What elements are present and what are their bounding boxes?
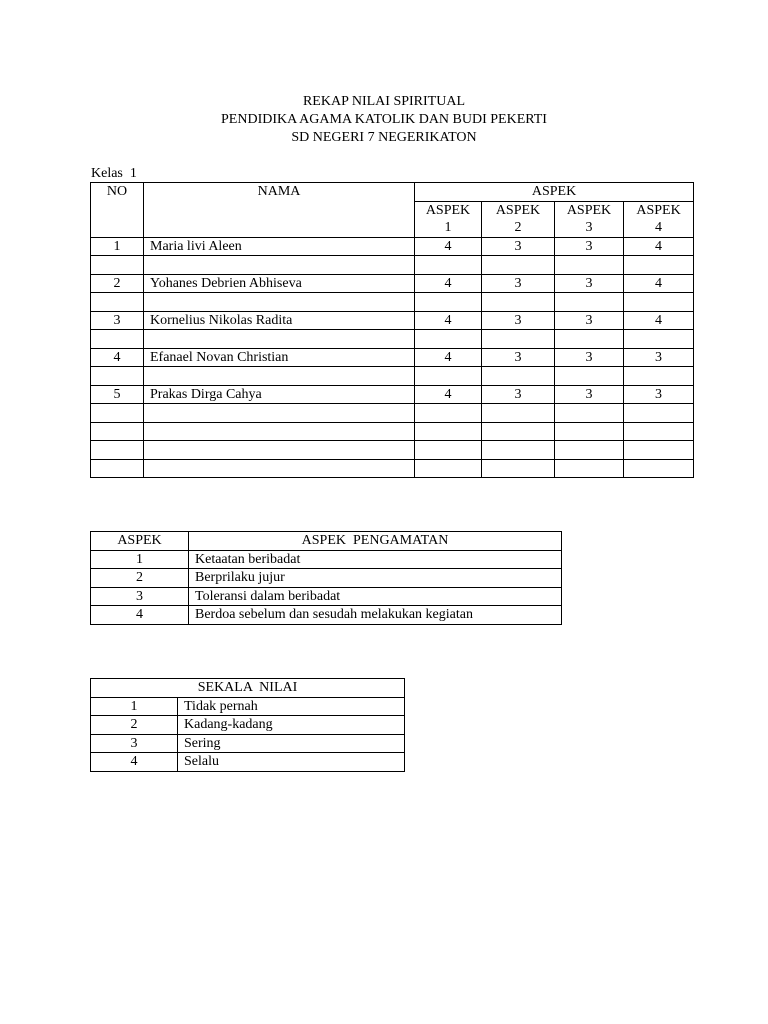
empty-cell [555, 459, 624, 478]
header-aspek-4: ASPEK 4 [624, 201, 694, 237]
aspek-no: 2 [91, 569, 189, 588]
score-table-body [91, 237, 694, 478]
empty-cell [624, 293, 694, 312]
row-aspek-4: 3 [624, 385, 694, 404]
empty-cell [624, 367, 694, 386]
skala-legend-body [91, 697, 405, 771]
table-row [91, 274, 694, 293]
class-label: Kelas 1 [91, 166, 137, 181]
empty-cell [144, 367, 415, 386]
row-aspek-4: 4 [624, 311, 694, 330]
aspek-no: 3 [91, 587, 189, 606]
title-line-3: SD NEGERI 7 NEGERIKATON [291, 130, 477, 145]
table-row-blank [91, 422, 694, 441]
table-row-blank [91, 459, 694, 478]
empty-cell [91, 330, 144, 349]
row-aspek-4: 3 [624, 348, 694, 367]
empty-cell [91, 404, 144, 423]
empty-cell [91, 441, 144, 460]
empty-cell [624, 422, 694, 441]
row-aspek-1: 4 [415, 348, 482, 367]
row-nama: Prakas Dirga Cahya [144, 385, 415, 404]
empty-cell [91, 367, 144, 386]
table-row-blank [91, 293, 694, 312]
empty-cell [482, 367, 555, 386]
aspek-row [91, 587, 562, 606]
empty-cell [144, 256, 415, 275]
row-aspek-2: 3 [482, 385, 555, 404]
row-aspek-2: 3 [482, 348, 555, 367]
header-aspek-2: ASPEK 2 [482, 201, 555, 237]
skala-row [91, 734, 405, 753]
header-nama: NAMA [144, 183, 415, 238]
empty-cell [555, 256, 624, 275]
aspek-row [91, 569, 562, 588]
row-aspek-3: 3 [555, 348, 624, 367]
row-aspek-3: 3 [555, 274, 624, 293]
empty-cell [415, 441, 482, 460]
row-aspek-1: 4 [415, 385, 482, 404]
skala-no: 2 [91, 716, 178, 735]
row-aspek-1: 4 [415, 274, 482, 293]
document-title [0, 93, 768, 147]
skala-title: SEKALA NILAI [91, 679, 405, 698]
empty-cell [624, 256, 694, 275]
empty-cell [144, 422, 415, 441]
table-row [91, 237, 694, 256]
aspek-text: Berdoa sebelum dan sesudah melakukan kegiatan [189, 606, 562, 625]
empty-cell [555, 330, 624, 349]
row-nama: Yohanes Debrien Abhiseva [144, 274, 415, 293]
row-no: 3 [91, 311, 144, 330]
empty-cell [91, 422, 144, 441]
header-aspek-1: ASPEK 1 [415, 201, 482, 237]
skala-text: Kadang-kadang [178, 716, 405, 735]
empty-cell [144, 404, 415, 423]
skala-no: 3 [91, 734, 178, 753]
skala-text: Selalu [178, 753, 405, 772]
row-aspek-2: 3 [482, 274, 555, 293]
aspek-no: 4 [91, 606, 189, 625]
empty-cell [144, 441, 415, 460]
aspek-text: Ketaatan beribadat [189, 550, 562, 569]
empty-cell [91, 256, 144, 275]
empty-cell [91, 459, 144, 478]
empty-cell [415, 330, 482, 349]
empty-cell [624, 404, 694, 423]
skala-text: Sering [178, 734, 405, 753]
skala-text: Tidak pernah [178, 697, 405, 716]
empty-cell [555, 441, 624, 460]
score-table [90, 182, 694, 478]
table-row-blank [91, 404, 694, 423]
skala-no: 1 [91, 697, 178, 716]
empty-cell [482, 330, 555, 349]
empty-cell [144, 330, 415, 349]
aspek-legend-body [91, 550, 562, 624]
empty-cell [482, 459, 555, 478]
empty-cell [482, 404, 555, 423]
row-aspek-3: 3 [555, 237, 624, 256]
table-row-blank [91, 330, 694, 349]
row-aspek-1: 4 [415, 311, 482, 330]
row-aspek-3: 3 [555, 311, 624, 330]
aspek-header-pengamatan: ASPEK PENGAMATAN [189, 532, 562, 551]
header-aspek: ASPEK [415, 183, 694, 202]
aspek-row [91, 606, 562, 625]
empty-cell [482, 422, 555, 441]
skala-row [91, 753, 405, 772]
aspek-text: Berprilaku jujur [189, 569, 562, 588]
table-row [91, 385, 694, 404]
empty-cell [415, 404, 482, 423]
empty-cell [144, 293, 415, 312]
row-nama: Kornelius Nikolas Radita [144, 311, 415, 330]
skala-legend-table [90, 678, 405, 772]
row-no: 5 [91, 385, 144, 404]
row-aspek-4: 4 [624, 237, 694, 256]
empty-cell [415, 293, 482, 312]
empty-cell [415, 459, 482, 478]
empty-cell [624, 330, 694, 349]
title-line-2: PENDIDIKA AGAMA KATOLIK DAN BUDI PEKERTI [221, 112, 547, 127]
empty-cell [624, 441, 694, 460]
row-no: 1 [91, 237, 144, 256]
empty-cell [482, 441, 555, 460]
empty-cell [555, 422, 624, 441]
row-no: 2 [91, 274, 144, 293]
aspek-legend-table [90, 531, 562, 625]
aspek-header-no: ASPEK [91, 532, 189, 551]
empty-cell [91, 293, 144, 312]
empty-cell [555, 367, 624, 386]
row-aspek-4: 4 [624, 274, 694, 293]
empty-cell [415, 256, 482, 275]
aspek-text: Toleransi dalam beribadat [189, 587, 562, 606]
skala-no: 4 [91, 753, 178, 772]
table-row [91, 311, 694, 330]
skala-row [91, 697, 405, 716]
row-nama: Efanael Novan Christian [144, 348, 415, 367]
row-aspek-2: 3 [482, 237, 555, 256]
header-no: NO [91, 183, 144, 238]
table-row-blank [91, 441, 694, 460]
aspek-row [91, 550, 562, 569]
empty-cell [624, 459, 694, 478]
empty-cell [482, 293, 555, 312]
row-nama: Maria livi Aleen [144, 237, 415, 256]
table-row-blank [91, 367, 694, 386]
aspek-no: 1 [91, 550, 189, 569]
empty-cell [415, 367, 482, 386]
title-line-1: REKAP NILAI SPIRITUAL [302, 94, 466, 109]
empty-cell [415, 422, 482, 441]
table-row-blank [91, 256, 694, 275]
table-row [91, 348, 694, 367]
header-aspek-3: ASPEK 3 [555, 201, 624, 237]
skala-row [91, 716, 405, 735]
row-aspek-3: 3 [555, 385, 624, 404]
row-no: 4 [91, 348, 144, 367]
empty-cell [555, 293, 624, 312]
empty-cell [482, 256, 555, 275]
empty-cell [555, 404, 624, 423]
row-aspek-2: 3 [482, 311, 555, 330]
row-aspek-1: 4 [415, 237, 482, 256]
empty-cell [144, 459, 415, 478]
